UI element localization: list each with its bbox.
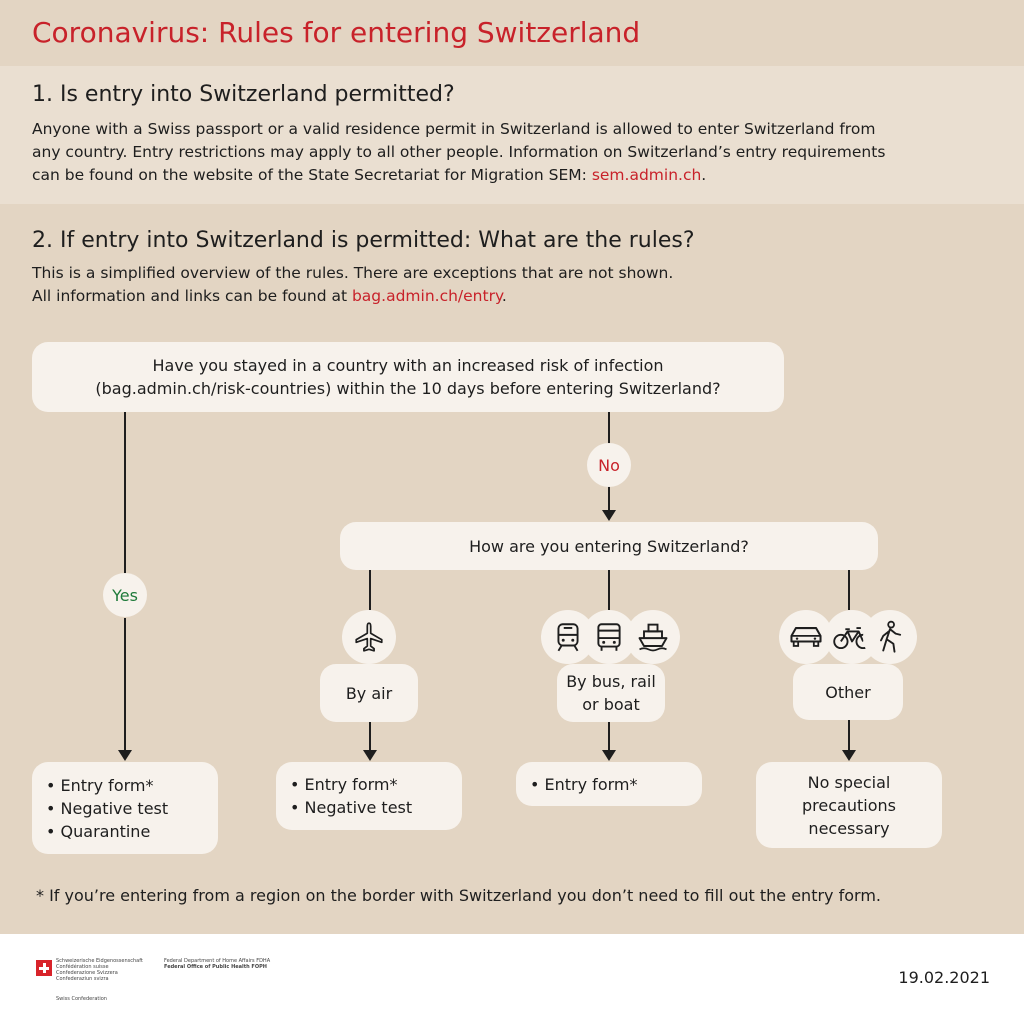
org-line: Confederaziun svizra — [56, 976, 109, 982]
no-label: No — [587, 443, 631, 487]
other-connector-upper — [848, 570, 850, 610]
outcome-yes-item: • Quarantine — [46, 821, 151, 841]
publication-date: 19.02.2021 — [898, 968, 990, 987]
outcome-air-item: • Negative test — [290, 798, 413, 817]
mode-ground-line1: By bus, rail — [566, 672, 656, 691]
yes-connector-lower — [124, 618, 126, 752]
ground-arrowhead — [602, 750, 616, 761]
other-arrowhead — [842, 750, 856, 761]
mode-bus-rail-boat — [557, 664, 665, 722]
other-connector-lower — [848, 720, 850, 752]
section1-line3-prefix: can be found on the website of the State Secretariat for Migration SEM: — [32, 166, 592, 184]
section2-line2-prefix: All information and links can be found at — [32, 287, 352, 305]
outcome-yes-item: • Negative test — [46, 798, 169, 818]
air-connector-lower — [369, 722, 371, 752]
bus-icon — [592, 620, 626, 654]
swiss-flag-icon — [36, 960, 52, 976]
org-line: Confederazione Svizzera — [56, 970, 118, 976]
dept-line: Federal Department of Home Affairs FDHA — [164, 958, 271, 964]
section2-line2 — [32, 285, 673, 308]
section1-heading: 1. Is entry into Switzerland permitted? — [32, 82, 455, 107]
section2-text — [32, 262, 673, 308]
air-arrowhead — [363, 750, 377, 761]
outcome-by-air — [276, 762, 462, 830]
boat-icon-circle — [626, 610, 680, 664]
department — [164, 958, 270, 970]
section2-line1: This is a simplified overview of the rules. There are exceptions that are not shown. — [32, 264, 674, 282]
question-risk-country — [32, 342, 784, 412]
yes-connector-upper — [124, 412, 126, 582]
car-icon — [787, 620, 825, 654]
boat-icon — [635, 619, 671, 655]
org-line: Schweizerische Eidgenossenschaft — [56, 958, 143, 964]
outcome-ground-item: • Entry form* — [530, 774, 638, 794]
outcome-other-line: necessary — [808, 818, 890, 838]
section2-line2-suffix: . — [501, 287, 507, 305]
ground-connector-lower — [608, 722, 610, 752]
section2-heading: 2. If entry into Switzerland is permitted: What are the rules? — [32, 228, 695, 253]
section1-text — [32, 118, 885, 187]
footnote: * If you’re entering from a region on the border with Switzerland you don’t need to fill out the entry form. — [36, 886, 881, 905]
airplane-icon — [352, 620, 386, 654]
mode-ground-line2: or boat — [582, 695, 640, 714]
section1-line2: any country. Entry restrictions may apply to all other people. Information on Switzerland’s entry requirements — [32, 143, 886, 161]
section1-line3 — [32, 164, 885, 187]
page-title: Coronavirus: Rules for entering Switzerland — [32, 16, 641, 49]
pedestrian-icon-circle — [863, 610, 917, 664]
airplane-icon-circle — [342, 610, 396, 664]
outcome-other — [756, 762, 942, 848]
question1-line1: Have you stayed in a country with an increased risk of infection — [152, 356, 664, 375]
outcome-bus-rail-boat — [516, 762, 702, 806]
ground-connector-upper — [608, 570, 610, 610]
air-connector-upper — [369, 570, 371, 610]
dept-line: Federal Office of Public Health FOPH — [164, 964, 267, 970]
outcome-air-item: • Entry form* — [290, 775, 398, 794]
no-connector-upper — [608, 412, 610, 444]
footer-band — [0, 934, 1024, 1024]
question1-line2: (bag.admin.ch/risk-countries) within the 10 days before entering Switzerland? — [95, 379, 721, 398]
section1-line3-suffix: . — [701, 166, 707, 184]
bag-entry-link[interactable]: bag.admin.ch/entry — [351, 287, 502, 305]
yes-label: Yes — [103, 573, 147, 617]
question-entry-mode: How are you entering Switzerland? — [340, 522, 878, 570]
sem-link[interactable]: sem.admin.ch — [591, 166, 702, 184]
org-english: Swiss Confederation — [56, 996, 107, 1002]
no-arrowhead — [602, 510, 616, 521]
org-line: Confédération suisse — [56, 964, 109, 970]
outcome-other-line: precautions — [802, 795, 896, 815]
outcome-other-line: No special — [807, 772, 891, 792]
outcome-yes-item: • Entry form* — [46, 775, 154, 795]
mode-by-air: By air — [320, 664, 418, 722]
org-name — [56, 958, 143, 982]
train-icon — [551, 620, 585, 654]
section1-line1: Anyone with a Swiss passport or a valid residence permit in Switzerland is allowed to enter Switzerland from — [32, 120, 876, 138]
pedestrian-icon — [874, 619, 906, 655]
outcome-yes — [32, 762, 218, 854]
mode-other: Other — [793, 664, 903, 720]
yes-arrowhead — [118, 750, 132, 761]
no-connector-lower — [608, 486, 610, 510]
